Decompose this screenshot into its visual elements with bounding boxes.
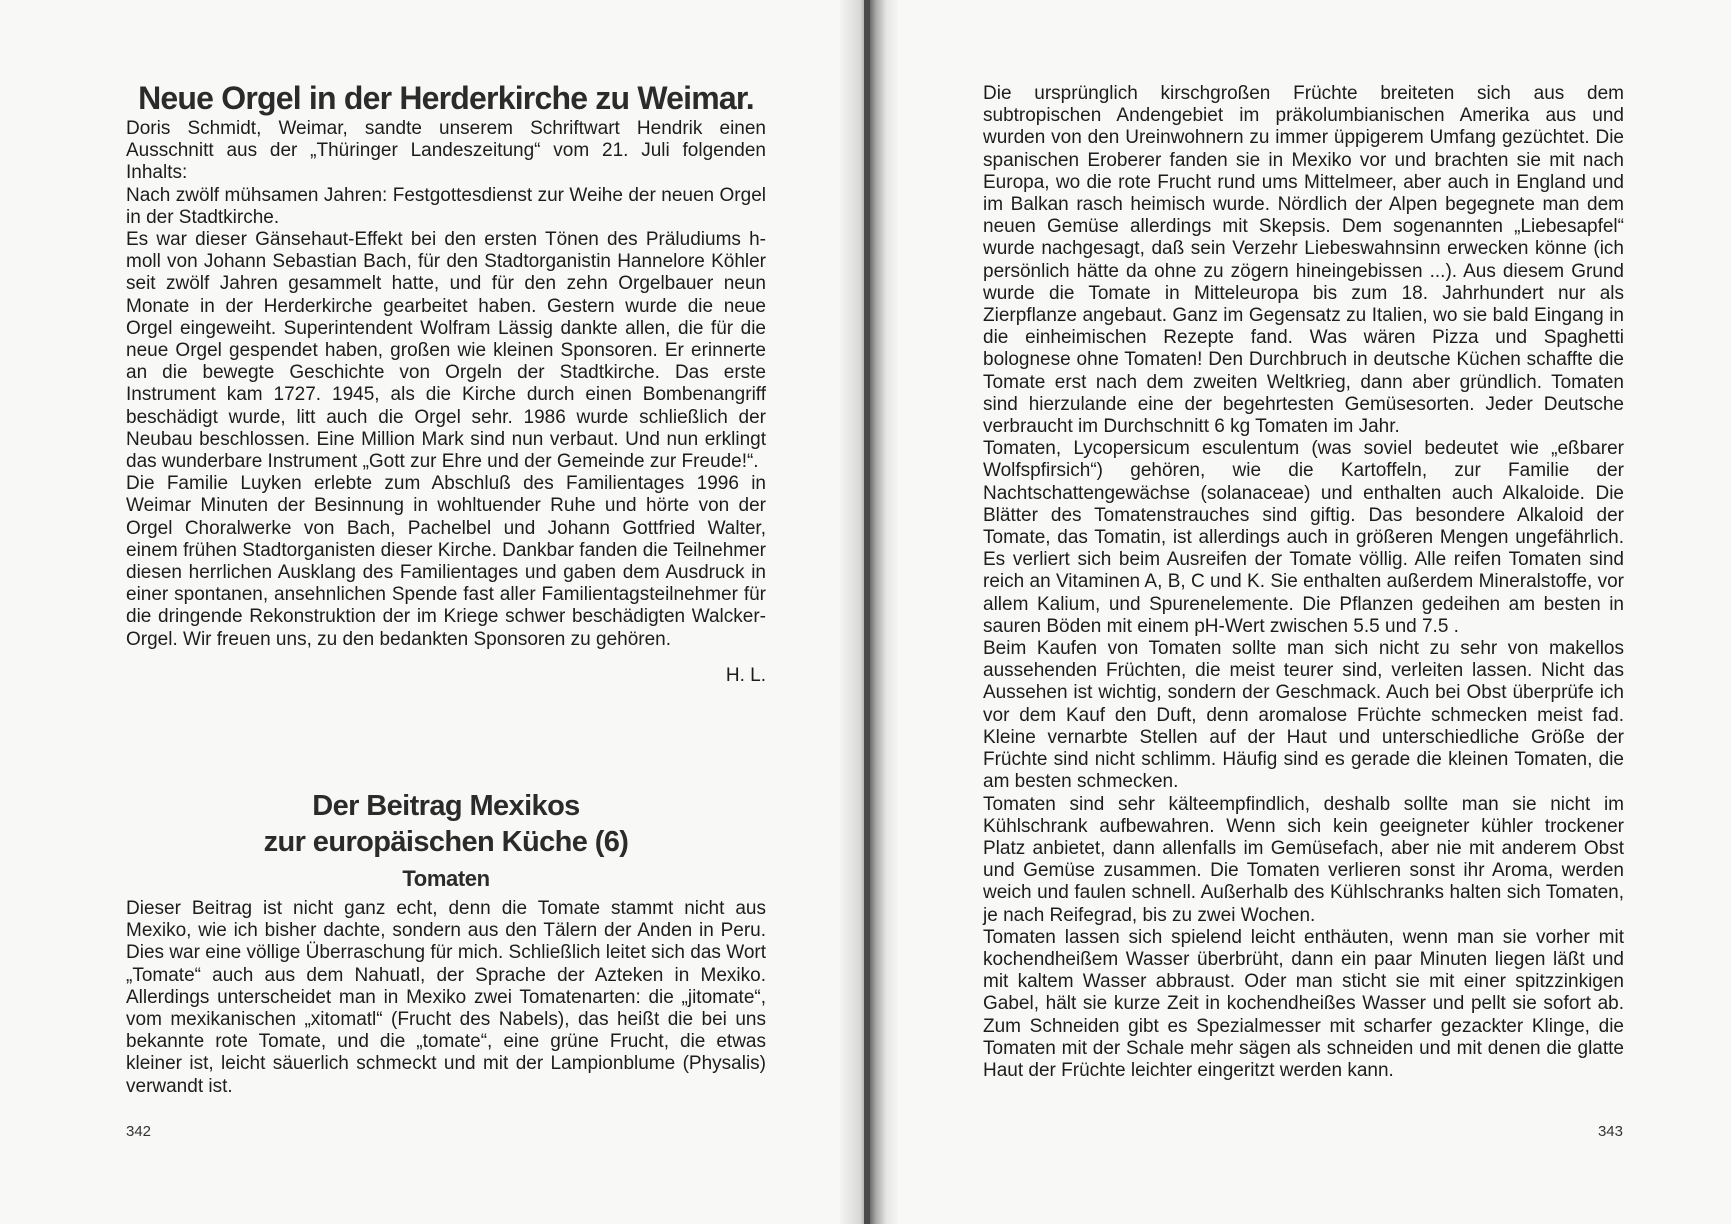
article-body-orgel bbox=[126, 118, 766, 687]
article-signature: H. L. bbox=[725, 664, 766, 686]
article-body-tomaten-continued bbox=[983, 83, 1624, 1082]
right-page bbox=[880, 0, 1731, 1224]
paragraph: Nach zwölf mühsamen Jahren: Festgottesdienst zur Weihe der neuen Orgel in der Stadtkirche. bbox=[126, 184, 766, 228]
gutter-shadow-line bbox=[864, 0, 870, 1224]
paragraph: Die Familie Luyken erlebte zum Abschluß des Familientages 1996 in Weimar Minuten der Besinnung in wohltuender Ruhe und hörte von der Orgel Choralwerke von Bach, Pachelbel und Johann Gottfried Walter, einem frühen Stadtorganisten dieser Kirche. Dankbar fanden die Teilnehmer diesen herrlichen Ausklang des Familientages und gaben dem Ausdruck in einer spontanen, ansehnlichen Spende fast aller Familientagsteilnehmer für die dringende Rekonstruktion der im Kriege schwer beschädigten Walcker-Orgel. Wir freuen uns, zu den bedankten Sponsoren zu gehören. bbox=[126, 473, 766, 650]
paragraph: Doris Schmidt, Weimar, sandte unserem Schriftwart Hendrik einen Ausschnitt aus der „Thüringer Landeszeitung“ vom 21. Juli folgenden Inhalts: bbox=[126, 118, 766, 184]
article-title-line1: Der Beitrag Mexikos bbox=[312, 790, 580, 822]
paragraph: Es war dieser Gänsehaut-Effekt bei den ersten Tönen des Präludiums h-moll von Johann Sebastian Bach, für den Stadtorganistin Hannelore Köhler seit zwölf Jahren gesammelt hatte, und für den zehn Orgelbauer neun Monate in der Herderkirche gearbeitet haben. Gestern wurde die neue Orgel eingeweiht. Superintendent Wolfram Lässig dankte allen, die für die neue Orgel gespendet haben, großen wie kleinen Sponsoren. Er erinnerte an die bewegte Geschichte von Orgeln der Stadtkirche. Das erste Instrument kam 1727. 1945, als die Kirche durch einen Bombenangriff beschädigt wurde, litt auch die Orgel sehr. 1986 wurde schließlich der Neubau beschlossen. Eine Million Mark sind nun verbaut. Und nun erklingt das wunderbare Instrument „Gott zur Ehre und der Gemeinde zur Freude!“. bbox=[126, 229, 766, 473]
paragraph: Dieser Beitrag ist nicht ganz echt, denn die Tomate stammt nicht aus Mexiko, wie ich bisher dachte, sondern aus den Tälern der Anden in Peru. Dies war eine völlige Überraschung für mich. Schließlich leitet sich das Wort „Tomate“ auch aus dem Nahuatl, der Sprache der Azteken in Mexiko. Allerdings unterscheidet man in Mexiko zwei Tomatenarten: die „jitomate“, vom mexikanischen „xitomatl“ (Frucht des Nabels), das heißt die bei uns bekannte rote Tomate, und die „tomate“, eine grüne Frucht, die etwas kleiner ist, leicht säuerlich schmeckt und mit der Lampionblume (Physalis) verwandt ist. bbox=[126, 898, 766, 1097]
paragraph: Tomaten lassen sich spielend leicht enthäuten, wenn man sie vorher mit kochendheißem Wasser überbrüht, dann ein paar Minuten liegen läßt und mit kaltem Wasser abbraust. Oder man sticht sie mit einer spitzzinkigen Gabel, hält sie kurze Zeit in kochendheißes Wasser und pellt sie sofort ab. Zum Schneiden gibt es Spezialmesser mit scharfer gezackter Klinge, die Tomaten mit der Schale mehr sägen als schneiden und mit denen die glatte Haut der Früchte leichter eingeritzt werden kann. bbox=[983, 926, 1624, 1081]
paragraph: Die ursprünglich kirschgroßen Früchte breiteten sich aus dem subtropischen Andengebiet im präkolumbianischen Amerika aus und wurden von den Ureinwohnern zu immer üppigerem Umfang gezüchtet. Die spanischen Eroberer fanden sie in Mexiko vor und brachten sie mit nach Europa, wo die rote Frucht rund ums Mittelmeer, aber auch in England und im Balkan rasch heimisch wurde. Nördlich der Alpen begegnete man dem neuen Gemüse allerdings mit Skepsis. Dem sogenannten „Liebesapfel“ wurde nachgesagt, daß sein Verzehr Liebeswahnsinn erwecken könne (ich persönlich hätte da ohne zu zögern hineingebissen ...). Aus diesem Grund wurde die Tomate in Mitteleuropa bis zum 18. Jahrhundert nur als Zierpflanze angebaut. Ganz im Gegensatz zu Italien, wo sie bald Eingang in die einheimischen Rezepte fand. Was wären Pizza und Spaghetti bolognese ohne Tomaten! Den Durchbruch in deutsche Küchen schaffte die Tomate erst nach dem zweiten Weltkrieg, dann aber gründlich. Tomaten sind hierzulande eine der begehrtesten Gemüsesorten. Jeder Deutsche verbraucht im Durchschnitt 6 kg Tomaten im Jahr. bbox=[983, 83, 1624, 438]
article-title-mexikos bbox=[126, 788, 766, 860]
paragraph: Tomaten sind sehr kälteempfindlich, deshalb sollte man sie nicht im Kühlschrank aufbewahren. Wenn sich kein geeigneter kühler trockener Platz anbietet, dann allenfalls im Gemüsefach, aber nie mit anderem Obst und Gemüse zusammen. Die Tomaten verlieren sonst ihr Aroma, werden weich und faulen schnell. Außerhalb des Kühlschranks halten sich Tomaten, je nach Reifegrad, bis zu zwei Wochen. bbox=[983, 793, 1624, 926]
article-subtitle-tomaten: Tomaten bbox=[402, 866, 490, 891]
article-title-orgel: Neue Orgel in der Herderkirche zu Weimar. bbox=[138, 80, 754, 116]
page-number-right: 343 bbox=[1597, 1123, 1623, 1140]
article-body-tomaten-intro bbox=[126, 898, 766, 1098]
page-number-left: 342 bbox=[126, 1123, 152, 1140]
paragraph: Beim Kaufen von Tomaten sollte man sich nicht zu sehr von makellos aussehenden Früchten, die meist teurer sind, verleiten lassen. Nicht das Aussehen ist wichtig, sondern der Geschmack. Auch bei Obst überprüfe ich vor dem Kauf den Duft, denn aromalose Früchte schmecken meist fad. Kleine vernarbte Stellen auf der Haut und unterschiedliche Größe der Früchte sind nicht schlimm. Häufig sind es gerade die kleinen Tomaten, die am besten schmecken. bbox=[983, 638, 1624, 793]
article-title-line2: zur europäischen Küche (6) bbox=[263, 826, 629, 858]
left-page bbox=[0, 0, 862, 1224]
paragraph: Tomaten, Lycopersicum esculentum (was soviel bedeutet wie „eßbarer Wolfspfirsich“) gehören, wie die Kartoffeln, zur Familie der Nachtschattengewächse (solanaceae) und enthalten auch Alkaloide. Die Blätter des Tomatenstrauches sind giftig. Das besondere Alkaloid der Tomate, das Tomatin, ist allerdings auch in größeren Mengen ungefährlich. Es verliert sich beim Ausreifen der Tomate völlig. Alle reifen Tomaten sind reich an Vitaminen A, B, C und K. Sie enthalten außerdem Mineralstoffe, vor allem Kalium, und Spurenelemente. Die Pflanzen gedeihen am besten in sauren Böden mit einem pH-Wert zwischen 5.5 und 7.5 . bbox=[983, 438, 1624, 637]
